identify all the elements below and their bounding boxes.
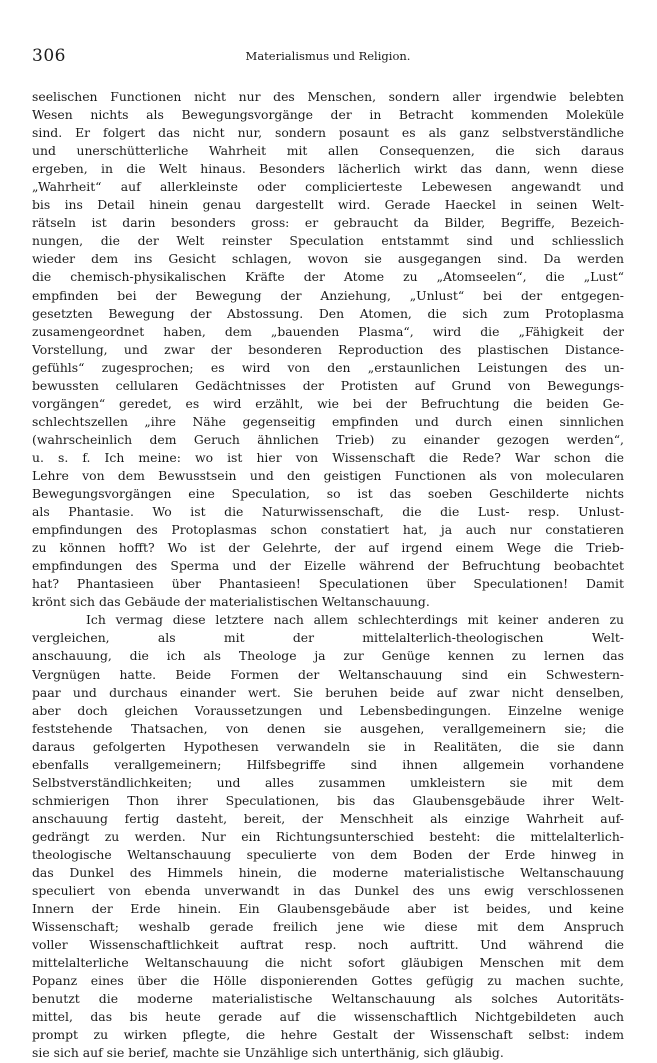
text-line: Vorstellung, und zwar der besonderen Reproduction des plastischen Distance-: [32, 341, 624, 357]
text-line: sind. Er folgert das nicht nur, sondern posaunt es als ganz selbstverständliche: [32, 125, 624, 141]
text-line: daraus gefolgerten Hypothesen verwandeln sie in Realitäten, die sie dann: [32, 738, 624, 754]
text-line: schlechtszellen „ihre Nähe gegenseitig empfinden und durch einen sinnlichen: [32, 413, 624, 429]
text-line: gedrängt zu werden. Nur ein Richtungsunterschied besteht: die mittelalterlich-: [32, 828, 624, 844]
text-line: zu können hofft? Wo ist der Gelehrte, der auf irgend einem Wege die Trieb-: [32, 540, 624, 556]
text-line: empfinden bei der Bewegung der Anziehung, „Unlust“ bei der entgegen-: [32, 287, 624, 303]
text-line: anschauung, die ich als Theologe ja zur Genüge kennen zu lernen das: [32, 648, 624, 664]
text-line: seelischen Functionen nicht nur des Menschen, sondern aller irgendwie belebten: [32, 89, 624, 104]
text-line: die chemisch-physikalischen Kräfte der Atome zu „Atomseelen“, die „Lust“: [32, 269, 624, 285]
text-line: feststehende Thatsachen, von denen sie ausgehen, verallgemeinern sie; die: [32, 720, 624, 736]
paragraph: [32, 88, 624, 611]
text-line: rätseln ist darin besonders gross: er gebraucht da Bilder, Begriffe, Bezeich-: [32, 215, 624, 231]
text-line: Innern der Erde hinein. Ein Glaubensgebäude aber ist beides, und keine: [32, 901, 624, 917]
text-line: gesetzten Bewegung der Abstossung. Den Atomen, die sich zum Protoplasma: [32, 305, 624, 321]
text-line: Popanz eines über die Hölle disponierenden Gottes gefügig zu machen suchte,: [32, 973, 624, 989]
text-line: zusamengeordnet haben, dem „bauenden Plasma“, wird die „Fähigkeit der: [32, 323, 624, 339]
text-line: vergleichen, als mit der mittelalterlich-theologischen Welt-: [32, 630, 624, 646]
text-line: ebenfalls verallgemeinern; Hilfsbegriffe sind ihnen allgemein vorhandene: [32, 756, 624, 772]
text-line: hat? Phantasieen über Phantasieen! Speculationen über Speculationen! Damit: [32, 576, 624, 592]
text-line: gefühls“ zugesprochen; es wird von den „erstaunlichen Leistungen des un-: [32, 359, 624, 375]
text-line: bewussten cellularen Gedächtnisses der Protisten auf Grund von Bewegungs-: [32, 377, 624, 393]
text-line: „Wahrheit“ auf allerkleinste oder complicierteste Lebewesen angewandt und: [32, 179, 624, 195]
body-text: [32, 88, 624, 1063]
text-line: (wahrscheinlich dem Geruch ähnlichen Trieb) zu einander gezogen werden“,: [32, 431, 624, 447]
text-line: Bewegungsvorgängen eine Speculation, so ist das soeben Geschilderte nichts: [32, 486, 624, 502]
paragraph: [32, 611, 624, 1062]
text-line: empfindungen des Protoplasmas schon constatiert hat, ja auch nur constatieren: [32, 522, 624, 538]
text-line: Vergnügen hatte. Beide Formen der Weltanschauung sind ein Schwestern-: [32, 666, 624, 682]
text-line: voller Wissenschaftlichkeit auftrat resp. noch auftritt. Und während die: [32, 937, 624, 953]
text-line: u. s. f. Ich meine: wo ist hier von Wissenschaft die Rede? War schon die: [32, 449, 624, 465]
text-line: wieder dem ins Gesicht schlagen, wovon sie ausgegangen sind. Da werden: [32, 251, 624, 267]
text-line: Ich vermag diese letztere nach allem schlechterdings mit keiner anderen zu: [86, 612, 624, 628]
text-line: empfindungen des Sperma und der Eizelle während der Befruchtung beobachtet: [32, 558, 624, 574]
text-line: aber doch gleichen Voraussetzungen und Lebensbedingungen. Einzelne wenige: [32, 702, 624, 718]
text-line: krönt sich das Gebäude der materialistischen Weltanschauung.: [32, 594, 430, 610]
running-title: Materialismus und Religion.: [245, 49, 411, 63]
page-header: [32, 46, 624, 68]
text-line: anschauung fertig dasteht, bereit, der Menschheit als einzige Wahrheit auf-: [32, 810, 624, 826]
text-line: bis ins Detail hinein genau dargestellt wird. Gerade Haeckel in seinen Welt-: [32, 197, 624, 213]
text-line: schmierigen Thon ihrer Speculationen, bis das Glaubensgebäude ihrer Welt-: [32, 792, 624, 808]
text-line: und unerschütterliche Wahrheit mit allen Consequenzen, die sich daraus: [32, 143, 624, 159]
text-line: benutzt die moderne materialistische Weltanschauung als solches Autoritäts-: [32, 991, 624, 1007]
text-line: paar und durchaus einander wert. Sie beruhen beide auf zwar nicht denselben,: [32, 684, 624, 700]
text-line: Lehre von dem Bewusstsein und den geistigen Functionen als von molecularen: [32, 467, 624, 483]
text-line: nungen, die der Welt reinster Speculation entstammt sind und schliesslich: [32, 233, 624, 249]
text-line: das Dunkel des Himmels hinein, die moderne materialistische Weltanschauung: [32, 865, 624, 881]
text-line: Wesen nichts als Bewegungsvorgänge der in Betracht kommenden Moleküle: [32, 107, 624, 123]
text-line: ergeben, in die Welt hinaus. Besonders lächerlich wirkt das dann, wenn diese: [32, 161, 624, 177]
text-line: prompt zu wirken pflegte, die hehre Gestalt der Wissenschaft selbst: indem: [32, 1027, 624, 1043]
text-line: speculiert von ebenda unverwandt in das Dunkel des uns ewig verschlossenen: [32, 883, 624, 899]
text-line: Selbstverständlichkeiten; und alles zusammen umkleistern sie mit dem: [32, 774, 624, 790]
text-line: Wissenschaft; weshalb gerade freilich jene wie diese mit dem Anspruch: [32, 919, 624, 935]
text-line: sie sich auf sie berief, machte sie Unzählige sich unterthänig, sich gläubig.: [32, 1045, 504, 1061]
text-line: mittel, das bis heute gerade auf die wissenschaftlich Nichtgebildeten auch: [32, 1009, 624, 1025]
text-line: mittelalterliche Weltanschauung die nicht sofort gläubigen Menschen mit dem: [32, 955, 624, 971]
text-line: als Phantasie. Wo ist die Naturwissenschaft, die die Lust- resp. Unlust-: [32, 504, 624, 520]
text-line: vorgängen“ geredet, es wird erzählt, wie bei der Befruchtung die beiden Ge-: [32, 395, 624, 411]
text-line: theologische Weltanschauung speculierte von dem Boden der Erde hinweg in: [32, 846, 624, 862]
page-number: 306: [32, 46, 66, 66]
